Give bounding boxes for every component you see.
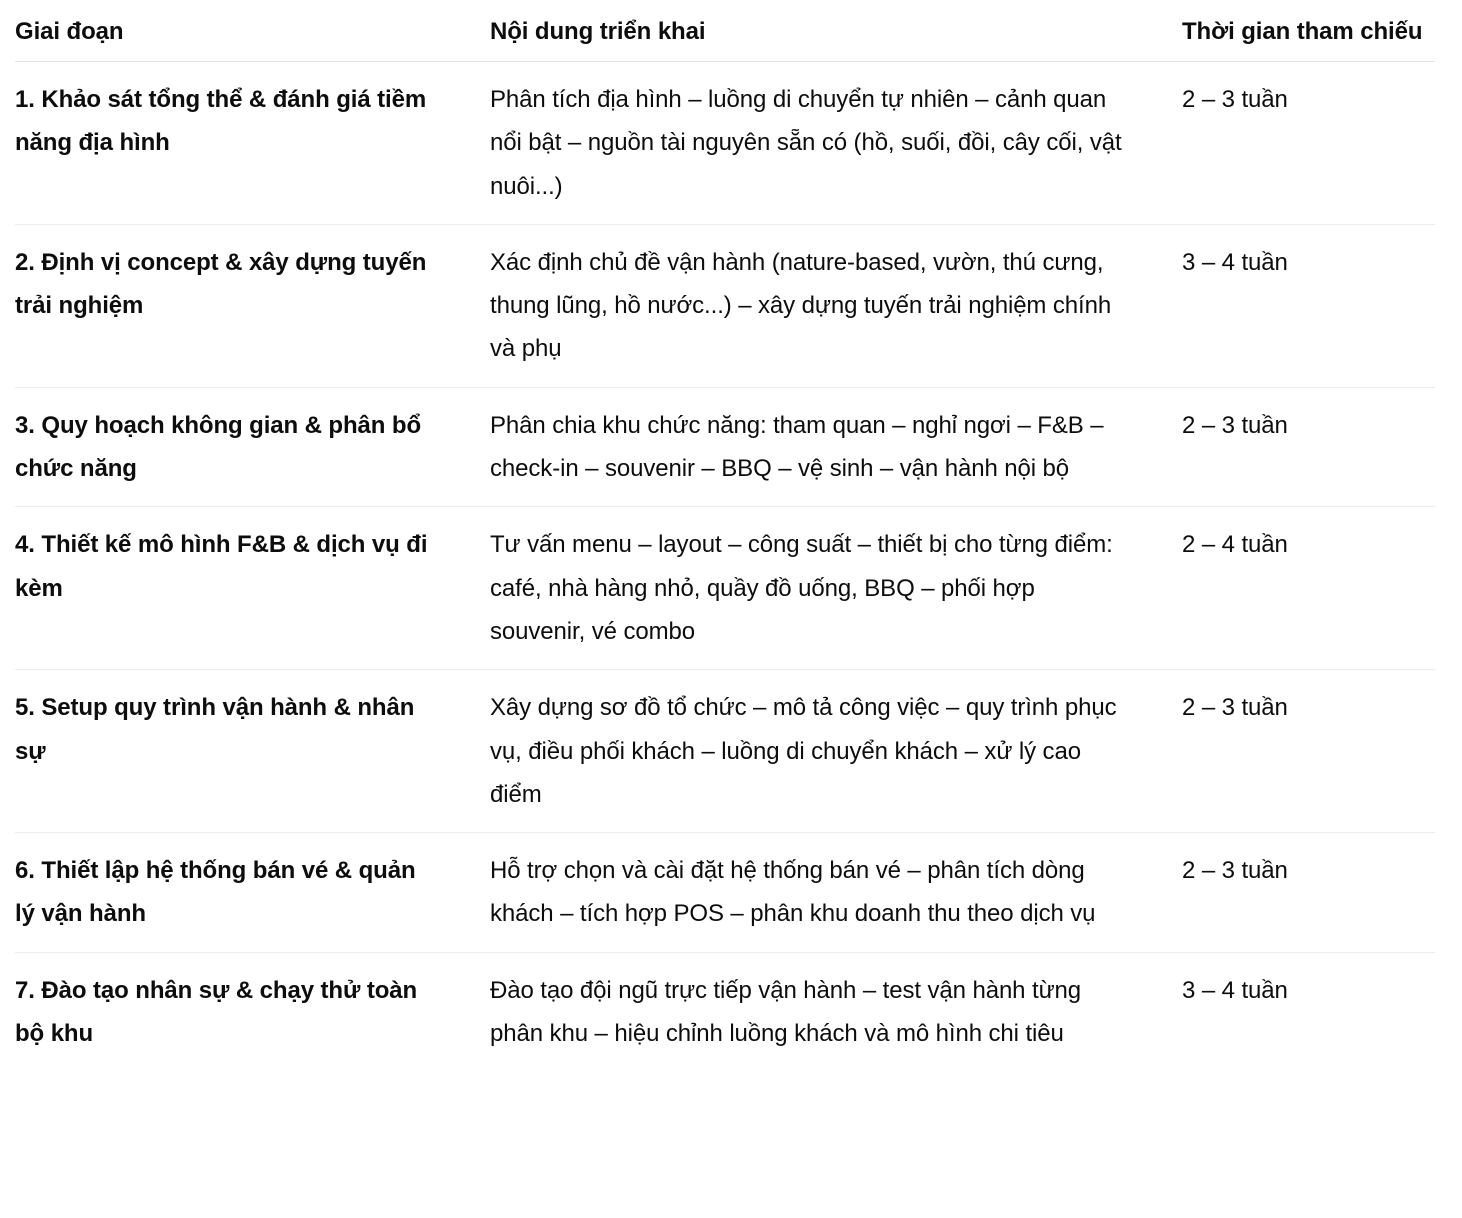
- time-cell: 2 – 3 tuần: [1182, 833, 1435, 953]
- table-row: [15, 507, 1435, 670]
- time-cell: 3 – 4 tuần: [1182, 224, 1435, 387]
- content-cell: Tư vấn menu – layout – công suất – thiết bị cho từng điểm: café, nhà hàng nhỏ, quầy đồ uống, BBQ – phối hợp souvenir, vé combo: [490, 507, 1182, 670]
- content-cell: Xây dựng sơ đồ tổ chức – mô tả công việc – quy trình phục vụ, điều phối khách – luồng di chuyển khách – xử lý cao điểm: [490, 670, 1182, 833]
- stage-cell: 3. Quy hoạch không gian & phân bổ chức năng: [15, 387, 490, 507]
- time-cell: 2 – 3 tuần: [1182, 670, 1435, 833]
- stage-cell: 2. Định vị concept & xây dựng tuyến trải nghiệm: [15, 224, 490, 387]
- content-cell: Phân chia khu chức năng: tham quan – nghỉ ngơi – F&B – check-in – souvenir – BBQ – vệ sinh – vận hành nội bộ: [490, 387, 1182, 507]
- header-row: [15, 0, 1435, 62]
- stage-cell: 5. Setup quy trình vận hành & nhân sự: [15, 670, 490, 833]
- table-row: [15, 833, 1435, 953]
- stage-cell: 1. Khảo sát tổng thể & đánh giá tiềm năng địa hình: [15, 62, 490, 225]
- header-content: Nội dung triển khai: [490, 0, 1182, 62]
- content-cell: Đào tạo đội ngũ trực tiếp vận hành – test vận hành từng phân khu – hiệu chỉnh luồng khách và mô hình chi tiêu: [490, 976, 1082, 1048]
- content-cell: Xác định chủ đề vận hành (nature-based, vườn, thú cưng, thung lũng, hồ nước...) – xây dựng tuyến trải nghiệm chính và phụ: [490, 224, 1182, 387]
- stage-cell: 4. Thiết kế mô hình F&B & dịch vụ đi kèm: [15, 507, 490, 670]
- time-cell: 2 – 3 tuần: [1182, 62, 1435, 225]
- header-stage: Giai đoạn: [15, 0, 490, 62]
- phase-table: [15, 0, 1435, 1071]
- table-row: [15, 224, 1435, 387]
- table-header: [15, 0, 1435, 62]
- stage-cell: 7. Đào tạo nhân sự & chạy thử toàn bộ khu: [15, 976, 418, 1048]
- table-row: [15, 952, 1435, 1071]
- time-cell: 2 – 3 tuần: [1182, 387, 1435, 507]
- phase-table-container: [15, 0, 1435, 1071]
- stage-cell: 6. Thiết lập hệ thống bán vé & quản lý vận hành: [15, 833, 490, 953]
- table-row: [15, 387, 1435, 507]
- header-time: Thời gian tham chiếu: [1182, 0, 1435, 62]
- content-cell: Phân tích địa hình – luồng di chuyển tự nhiên – cảnh quan nổi bật – nguồn tài nguyên sẵn có (hồ, suối, đồi, cây cối, vật nuôi...): [490, 62, 1182, 225]
- table-row: [15, 670, 1435, 833]
- time-cell: 3 – 4 tuần: [1182, 976, 1288, 1004]
- content-cell: Hỗ trợ chọn và cài đặt hệ thống bán vé – phân tích dòng khách – tích hợp POS – phân khu doanh thu theo dịch vụ: [490, 833, 1182, 953]
- time-cell: 2 – 4 tuần: [1182, 507, 1435, 670]
- table-body: [15, 62, 1435, 1072]
- table-row: [15, 62, 1435, 225]
